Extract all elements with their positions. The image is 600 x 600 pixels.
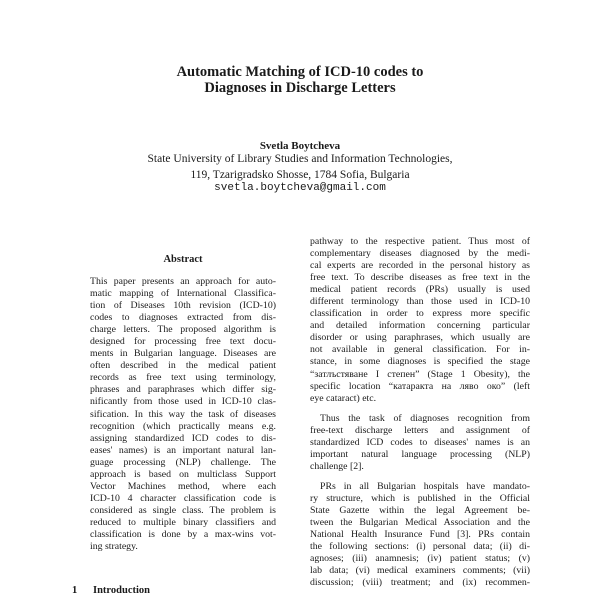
affiliation-line-2: 119, Tzarigradsko Shosse, 1784 Sofia, Bulgaria <box>190 168 410 181</box>
text-line: recognition (which practically means e.g. <box>90 420 276 432</box>
text-line: lab data; (vi) medical examiners comments; (vii) <box>310 565 530 577</box>
text-line: classification is done by a max-wins vot- <box>90 528 276 540</box>
text-line: not available in general classification. For in- <box>310 344 530 356</box>
text-line: stance, in some diagnoses is specified the stage <box>310 356 530 368</box>
text-line: matic mapping of International Classifica- <box>90 288 276 300</box>
text-line: Vector Machines method, where each <box>90 480 276 492</box>
text-line: nificantly from those used in ICD-10 clas- <box>90 396 276 408</box>
text-line: tween the Bulgarian Medical Association and the <box>310 517 530 529</box>
title-line-2: Diagnoses in Discharge Letters <box>204 80 396 96</box>
text-line: ing strategy. <box>90 541 138 553</box>
paper-title <box>0 64 600 96</box>
text-line: ments in Bulgarian language. Diseases are <box>90 348 276 360</box>
section-number: 1 <box>72 585 78 596</box>
section-heading <box>72 585 292 597</box>
text-line: ICD-10 4 character classification code is <box>90 492 276 504</box>
author-email[interactable]: svetla.boytcheva@gmail.com <box>214 182 386 194</box>
affiliation <box>0 152 600 183</box>
text-line: codes to diagnoses extracted from dis- <box>90 312 276 324</box>
text-line: medical patient records (PRs) usually is used <box>310 284 530 296</box>
text-line: sification. In this way the task of diseases <box>90 408 276 420</box>
text-line: complementary diseases diagnosed by the medi- <box>310 248 530 260</box>
text-line: charge letters. The proposed algorithm is <box>90 324 276 336</box>
text-line: eases' names) is an important natural lan- <box>90 444 276 456</box>
text-line: important natural language processing (NLP) <box>310 448 530 460</box>
text-line: classification in order to express more specific <box>310 308 530 320</box>
text-line: phrases and paraphrases which differ sig- <box>90 384 276 396</box>
text-line: Thus the task of diagnoses recognition from <box>320 412 530 424</box>
text-line: eye cataract) etc. <box>310 392 377 404</box>
text-line: National Health Insurance Fund [3]. PRs contain <box>310 529 530 541</box>
text-line: discussion; (viii) treatment; and (ix) recommen- <box>310 577 530 589</box>
text-line: This paper presents an approach for auto- <box>90 276 276 287</box>
text-line: State Gazette within the legal Agreement be- <box>310 504 530 516</box>
paragraph-3 <box>310 481 530 589</box>
text-line: designed for processing free text docu- <box>90 336 276 348</box>
text-line: free text. To describe diseases as free text in the <box>310 272 530 284</box>
text-line: specific location “катаракта на ляво око” (left <box>310 380 530 392</box>
text-line: PRs in all Bulgarian hospitals have mandato- <box>320 480 530 492</box>
text-line: cal experts are recorded in the personal history as <box>310 260 530 272</box>
text-line: ry structure, which is published in the Official <box>310 492 530 504</box>
text-line: guage processing (NLP) challenge. The <box>90 456 276 468</box>
text-line: challenge [2]. <box>310 460 364 472</box>
section-title: Introduction <box>93 585 150 596</box>
text-line: pathway to the respective patient. Thus most of <box>310 236 530 247</box>
text-line: “затлъстяване I степен” (Stage 1 Obesity), the <box>310 368 530 380</box>
affiliation-line-1: State University of Library Studies and Information Technologies, <box>147 153 453 165</box>
text-line: considered as single class. The problem is <box>90 504 276 516</box>
text-line: often described in the medical patient <box>90 360 276 372</box>
text-line: and detailed information concerning particular <box>310 320 530 332</box>
text-line: approach is based on multiclass Support <box>90 468 276 480</box>
text-line: tion of Diseases 10th revision (ICD-10) <box>90 300 276 312</box>
text-line: reduced to multiple binary classifiers and <box>90 516 276 528</box>
text-line: standardized ICD codes to diseases' names is an <box>310 436 530 448</box>
text-line: assigning standardized ICD codes to dis- <box>90 432 276 444</box>
text-line: free-text discharge letters and assignment of <box>310 424 530 436</box>
text-line: agnoses; (iii) anamnesis; (iv) patient status; (v) <box>310 553 530 565</box>
paragraph-2 <box>310 413 530 473</box>
text-line: the following sections: (i) personal data; (ii) di- <box>310 541 530 553</box>
abstract-body <box>90 276 276 553</box>
right-column <box>310 236 530 589</box>
text-line: different terminology than those used in ICD-10 <box>310 296 530 308</box>
abstract-heading: Abstract <box>163 254 203 265</box>
title-line-1: Automatic Matching of ICD-10 codes to <box>176 64 424 80</box>
paragraph-1 <box>310 236 530 405</box>
text-line: records as free text using terminology, <box>90 372 276 384</box>
author-name: Svetla Boytcheva <box>259 140 341 152</box>
text-line: disorder or using paraphrases, which usually are <box>310 332 530 344</box>
